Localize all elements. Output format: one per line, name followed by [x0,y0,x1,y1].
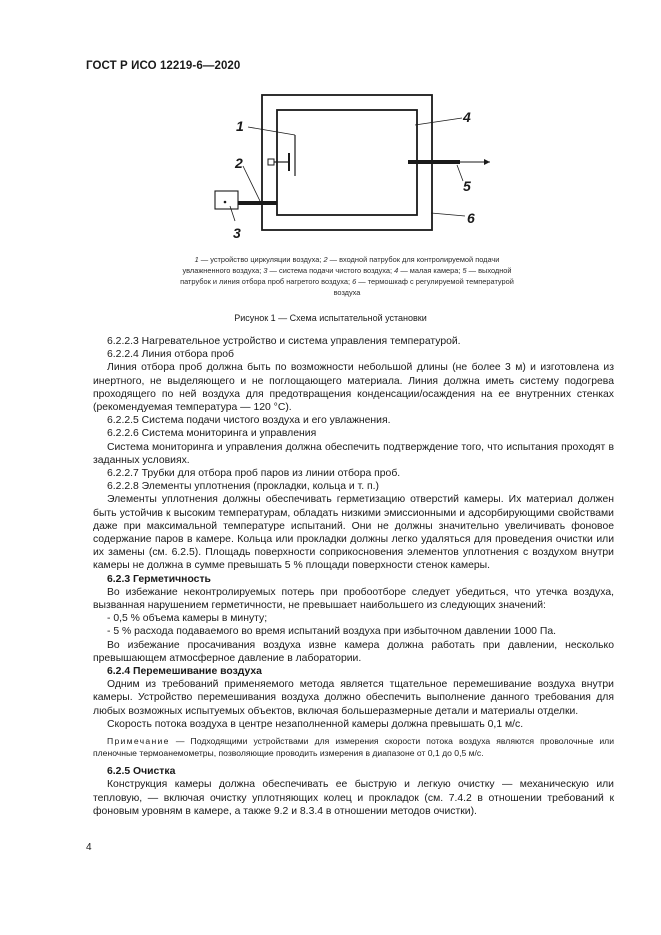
legend-item: 5 — выходной патрубок и линия отбора проб нагретого воздуха; [180,266,512,286]
paragraph: Во избежание просачивания воздуха извне камера должна работать при давлении, несколько превышающем атмосферное давление в лаборатории. [93,639,614,664]
paragraph: Одним из требований применяемого метода является тщательное перемешивание воздуха внутри камеры. Устройство перемешивания воздуха должно обеспечить выполнение данного требования для любых возможных испытуемых объектов, включая большеразмерные детали и материалы отделки. [93,679,614,717]
paragraph: 6.2.2.4 Линия отбора проб [107,349,234,361]
paragraph: 6.2.2.3 Нагревательное устройство и система управления температурой. [107,336,461,347]
small-chamber [277,110,417,215]
fan-box [268,159,274,165]
clean-air-box [215,191,238,209]
paragraph: Скорость потока воздуха в центре незаполненной камеры должна превышать 0,1 м/с. [107,718,524,730]
paragraph: 6.2.2.5 Система подачи чистого воздуха и его увлажнения. [107,415,391,427]
note [93,736,614,759]
legend-item: 6 — термошкаф с регулируемой температурой воздуха [333,277,514,297]
figure-legend [170,254,524,298]
paragraph: 6.2.2.8 Элементы уплотнения (прокладки, кольца и т. п.) [107,481,379,493]
figure-title: Рисунок 1 — Схема испытательной установки [234,313,427,323]
legend-item: 1 — устройство циркуляции воздуха; [194,255,324,264]
section-heading: 6.2.5 Очистка [107,766,176,778]
test-setup-diagram [205,88,495,248]
paragraph: Система мониторинга и управления должна обеспечить подтверждение того, что испытания проходят в заданных условиях. [93,441,614,466]
legend-item: 2 — входной патрубок для контролируемой подачи увлажненного воздуха; [182,255,500,275]
list-item: - 5 % расхода подаваемого во время испытаний воздуха при избыточном давлении 1000 Па. [107,626,556,638]
label-6: 6 [467,210,475,226]
document-header: ГОСТ Р ИСО 12219-6—2020 [86,60,241,72]
label-1: 1 [236,118,244,134]
note-text: — Подходящими устройствами для измерения скорости потока воздуха являются проволочные или пленочные термоанемометры, позволяющие проводить измерения в диапазоне от 0,1 до 0,5 м/с. [93,736,614,758]
paragraph: Во избежание неконтролируемых потерь при пробоотборе следует убедиться, что утечка воздуха, вызванная нарушением герметичности, не превышает наибольшего из следующих значений: [93,586,614,612]
label-5: 5 [463,178,471,194]
document-body [93,335,614,818]
paragraph: 6.2.2.6 Система мониторинга и управления [107,428,317,440]
paragraph: Линия отбора проб должна быть по возможности небольшой длины (не более 3 м) и изготовлена из инертного, не выделяющего и не поглощающего материала. Линия должна иметь систему подогрева проходящего по ней воздуха для предотвращения конденсации/осаждения на ее внутренних стенках (рекомендуемая температура — 120 °С). [93,362,614,414]
list-item: - 0,5 % объема камеры в минуту; [107,613,268,625]
note-label: Примечание [107,736,170,747]
paragraph: Элементы уплотнения должны обеспечивать герметизацию отверстий камеры. Их материал должен быть устойчив к высоким температурам, обладать низкими эмиссионными и адсорбирующими свойствами даже при максимальной температуре испытаний. Они не должны значительно увеличивать фоновое содержание паров в камере. Кольца или прокладки должны легко удаляться для проведения очистки или их замены (см. 6.2.5). Площадь поверхности соприкосновения элементов уплотнения с воздухом внутри камеры не должна в сумме превышать 5 % площади поверхности стенок камеры. [93,494,614,572]
label-3: 3 [233,225,241,241]
label-2: 2 [235,155,243,171]
label-4: 4 [463,109,471,125]
section-heading: 6.2.3 Герметичность [107,573,211,585]
paragraph: 6.2.2.7 Трубки для отбора проб паров из линии отбора проб. [107,468,401,480]
section-heading: 6.2.4 Перемешивание воздуха [107,666,262,678]
paragraph: Конструкция камеры должна обеспечивать ее быструю и легкую очистку — механическую или тепловую, — включая очистку уплотняющих колец и прокладок (см. 7.4.2 в отношении требований к фоновым уровням в камере, а также 9.2 и 8.3.4 в отношении методов очистки). [93,779,614,817]
legend-item: 3 — система подачи чистого воздуха; [263,266,395,275]
page-number: 4 [86,842,92,853]
legend-item: 4 — малая камера; [394,266,463,275]
